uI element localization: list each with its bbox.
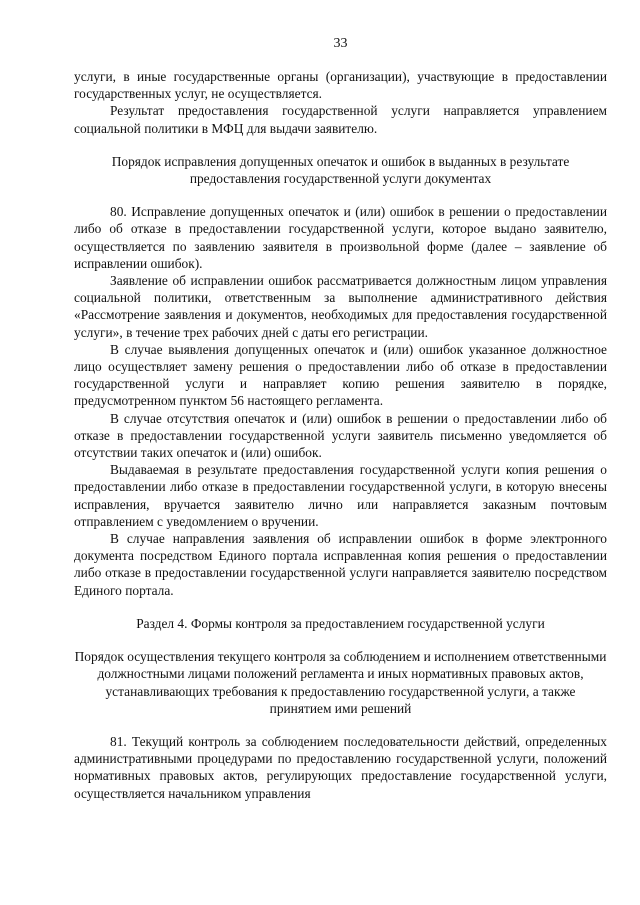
paragraph-80-replacement: В случае выявления допущенных опечаток и (или) ошибок указанное должностное лицо осуществляет замену решения о предоставлении либо об отказе в предоставлении государственной услуги и направляет копию решения заявителю в порядке, предусмотренном пунктом 56 настоящего регламента. (74, 341, 607, 409)
paragraph-result: Результат предоставления государственной услуги направляется управлением социальной политики в МФЦ для выдачи заявителю. (74, 103, 607, 136)
document-body (74, 68, 607, 802)
paragraph-80-no-errors: В случае отсутствия опечаток и (или) ошибок в решении о предоставлении либо об отказе в предоставлении государственной услуги заявитель письменно уведомляется об отсутствии таких опечаток и (или) ошибок. (74, 410, 607, 461)
paragraph-81: 81. Текущий контроль за соблюдением последовательности действий, определенных административными процедурами по предоставлению государственной услуги, положений нормативных правовых актов, регулирующих предоставление государственной услуги, осуществляется начальником управления (74, 733, 607, 801)
heading-error-correction: Порядок исправления допущенных опечаток и ошибок в выданных в результате предоставления государственной услуги документах (111, 153, 570, 187)
paragraph-continuation: услуги, в иные государственные органы (организации), участвующие в предоставлении государственных услуг, не осуществляется. (74, 69, 607, 102)
paragraph-80-review: Заявление об исправлении ошибок рассматривается должностным лицом управления социальной политики, ответственным за выполнение административного действия «Рассмотрение заявления и документов, необходимых для предоставления государственной услуги», в течение трех рабочих дней с даты его регистрации. (74, 273, 607, 340)
page-number: 33 (333, 36, 348, 51)
paragraph-80-delivery: Выдаваемая в результате предоставления государственной услуги копия решения о предоставлении либо отказе в предоставлении государственной услуги, в которую внесены исправления, вручается заявителю лично или направляется заказным почтовым отправлением с уведомлением о вручении. (74, 462, 607, 529)
heading-current-control: Порядок осуществления текущего контроля за соблюдением и исполнением ответственными должностными лицами положений регламента и иных нормативных правовых актов, устанавливающих требования к предоставлению государственной услуги, а также принятием ими решений (74, 649, 607, 716)
paragraph-80-portal: В случае направления заявления об исправлении ошибок в форме электронного документа посредством Единого портала исправленная копия решения о предоставлении либо отказе в предоставлении государственной услуги направляется заявителю посредством Единого портала. (74, 531, 607, 598)
section-4-title: Раздел 4. Формы контроля за предоставлением государственной услуги (136, 615, 545, 631)
paragraph-80: 80. Исправление допущенных опечаток и (или) ошибок в решении о предоставлении либо об отказе в предоставлении государственной услуги, которое выдано заявителю, осуществляется по заявлению заявителя в произвольной форме (далее – заявление об исправлении ошибок). (74, 204, 607, 271)
